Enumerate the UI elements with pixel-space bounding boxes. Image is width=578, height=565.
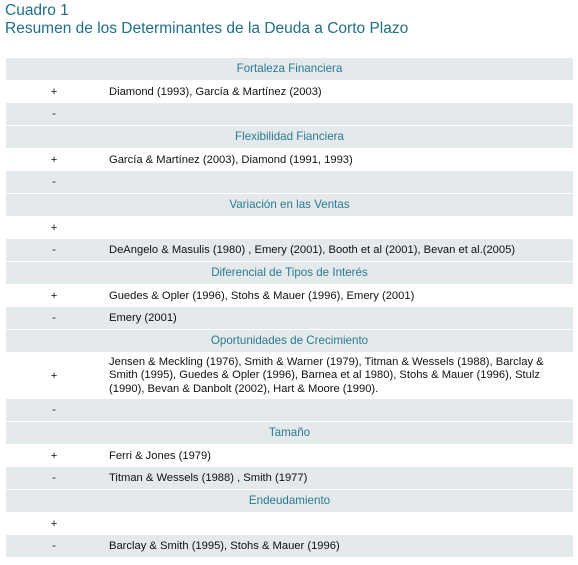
determinants-table [6, 58, 573, 557]
sign-cell: - [52, 540, 56, 552]
section-header-flexibilidad-fianciera: Flexibilidad Fianciera [6, 126, 573, 148]
references-cell: Diamond (1993), García & Martínez (2003) [109, 86, 322, 98]
sign-cell: - [52, 472, 56, 484]
table-caption [5, 2, 408, 38]
sign-cell: + [50, 222, 58, 234]
sign-cell: - [52, 312, 56, 324]
sign-cell: + [50, 518, 58, 530]
sign-cell: + [50, 86, 58, 98]
sign-cell: + [50, 290, 58, 302]
section-header-fortaleza-financiera: Fortaleza Financiera [6, 58, 573, 80]
references-cell: Emery (2001) [109, 312, 177, 324]
references-cell: Ferri & Jones (1979) [109, 450, 211, 462]
table-row [6, 81, 573, 103]
references-cell: Guedes & Opler (1996), Stohs & Mauer (1996), Emery (2001) [109, 290, 415, 302]
table-row [6, 285, 573, 307]
table-row [6, 535, 573, 557]
sign-cell: + [50, 450, 58, 462]
references-cell: Barclay & Smith (1995), Stohs & Mauer (1996) [109, 540, 340, 552]
section-header-oportunidades-de-crecimiento: Oportunidades de Crecimiento [6, 330, 573, 352]
table-row [6, 149, 573, 171]
table-row [6, 467, 573, 489]
sign-cell: + [50, 154, 58, 166]
references-cell: DeAngelo & Masulis (1980) , Emery (2001), Booth et al (2001), Bevan et al.(2005) [109, 244, 516, 256]
sign-cell: - [52, 244, 56, 256]
section-header-diferencial-de-tipos-de-interes: Diferencial de Tipos de Interés [6, 262, 573, 284]
references-cell: García & Martínez (2003), Diamond (1991, 1993) [109, 154, 353, 166]
table-row [6, 171, 573, 193]
references-cell: Titman & Wessels (1988) , Smith (1977) [109, 472, 308, 484]
references-cell: Jensen & Meckling (1976), Smith & Warner (1979), Titman & Wessels (1988), Barclay & Smith (1995), Guedes & Opler (1996), Barnea et al 1980), Stohs & Mauer (1996), Stulz (1990), Bevan & Danbolt (2002), Hart & Moore (1990). [109, 356, 544, 395]
table-row [6, 103, 573, 125]
sign-cell: + [50, 370, 58, 382]
table-row [6, 513, 573, 535]
table-row [6, 445, 573, 467]
table-row [6, 399, 573, 421]
table-row [6, 239, 573, 261]
sign-cell: - [52, 176, 56, 188]
table-row [6, 353, 573, 399]
sign-cell: - [52, 404, 56, 416]
caption-label: Cuadro 1 [5, 2, 69, 19]
sign-cell: - [52, 108, 56, 120]
table-row [6, 307, 573, 329]
section-header-endeudamiento: Endeudamiento [6, 490, 573, 512]
section-header-tamano: Tamaño [6, 422, 573, 444]
table-row [6, 217, 573, 239]
section-header-variacion-en-las-ventas: Variación en las Ventas [6, 194, 573, 216]
caption-title: Resumen de los Determinantes de la Deuda a Corto Plazo [5, 20, 409, 37]
